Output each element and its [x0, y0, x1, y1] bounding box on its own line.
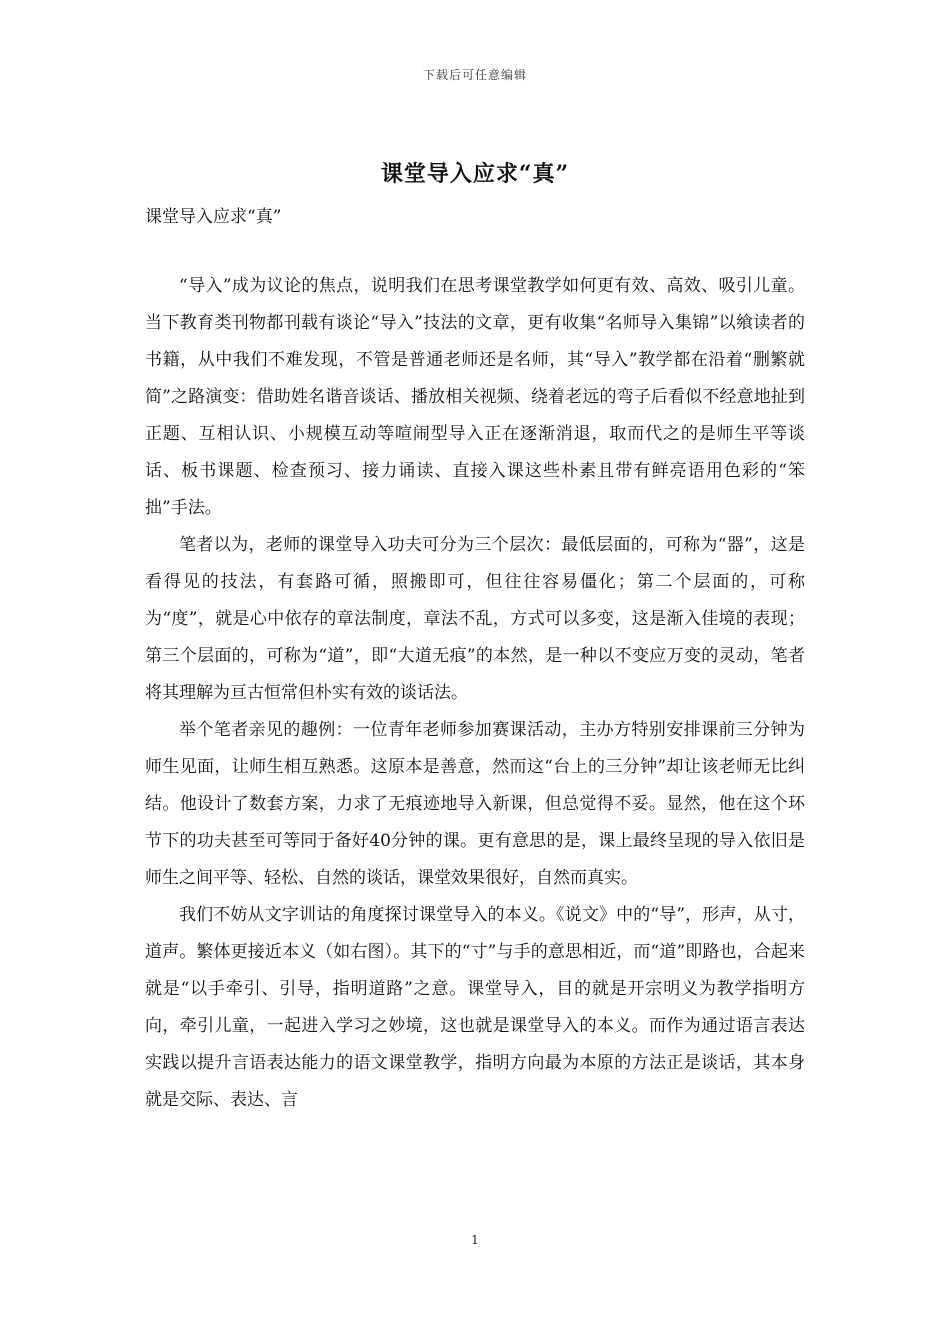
header-note: 下载后可任意编辑	[422, 68, 527, 82]
paragraph: 我们不妨从文字训诂的角度探讨课堂导入的本义。《说文》中的“导”，形声，从寸，道声。繁体更接近本义（如右图）。其下的“寸”与手的意思相近，而“道”即路也，合起来就是“以手牵引、引导，指明道路”之意。课堂导入，目的就是开宗明义为教学指明方向，牵引儿童，一起进入学习之妙境，这也就是课堂导入的本义。而作为通过语言表达实践以提升言语表达能力的语文课堂教学，指明方向最为本原的方法正是谈话，其本身就是交际、表达、言	[145, 905, 805, 1110]
document-body	[145, 268, 805, 1119]
page-number: 1	[471, 1233, 479, 1247]
document-subtitle: 课堂导入应求“真”	[145, 207, 282, 227]
paragraph: 举个笔者亲见的趣例：一位青年老师参加赛课活动，主办方特别安排课前三分钟为师生见面，让师生相互熟悉。这原本是善意，然而这“台上的三分钟”却让该老师无比纠结。他设计了数套方案，力求了无痕迹地导入新课，但总觉得不妥。显然，他在这个环节下的功夫甚至可等同于备好40分钟的课。更有意思的是，课上最终呈现的导入依旧是师生之间平等、轻松、自然的谈话，课堂效果很好，自然而真实。	[145, 720, 805, 888]
paragraph: “导入”成为议论的焦点，说明我们在思考课堂教学如何更有效、高效、吸引儿童。当下教育类刊物都刊载有谈论“导入”技法的文章，更有收集“名师导入集锦”以飨读者的书籍，从中我们不难发现，不管是普通老师还是名师，其“导入”教学都在沿着“删繁就简”之路演变：借助姓名谐音谈话、播放相关视频、绕着老远的弯子后看似不经意地扯到正题、互相认识、小规模互动等喧闹型导入正在逐渐消退，取而代之的是师生平等谈话、板书课题、检查预习、接力诵读、直接入课这些朴素且带有鲜亮语用色彩的“笨拙”手法。	[145, 276, 805, 518]
paragraph: 笔者以为，老师的课堂导入功夫可分为三个层次：最低层面的，可称为“器”，这是看得见的技法，有套路可循，照搬即可，但往往容易僵化；第二个层面的，可称为“度”，就是心中依存的章法制度，章法不乱，方式可以多变，这是渐入佳境的表现；第三个层面的，可称为“道”，即“大道无痕”的本然，是一种以不变应万变的灵动，笔者将其理解为亘古恒常但朴实有效的谈话法。	[145, 535, 805, 703]
document-title: 课堂导入应求“真”	[380, 161, 570, 187]
